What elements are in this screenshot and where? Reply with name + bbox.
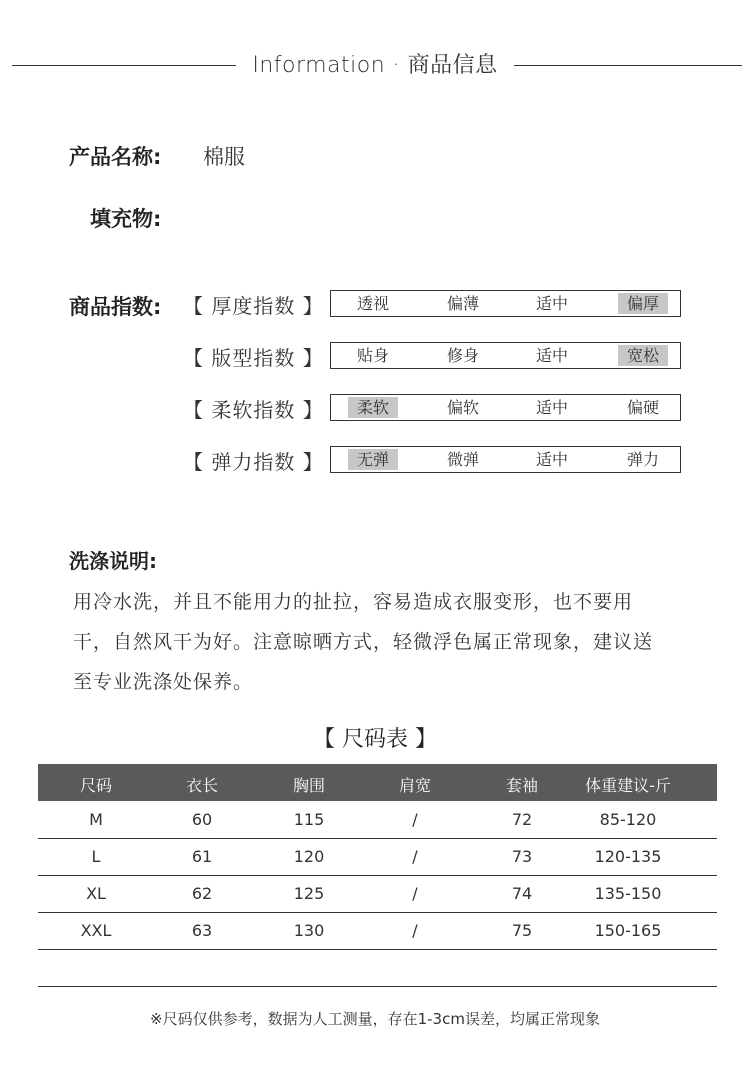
washing-line-2: 干，自然风干为好。注意晾晒方式，轻微浮色属正常现象，建议送 — [73, 631, 654, 653]
index-option: 适中 — [535, 346, 568, 365]
table-cell: 75 — [511, 921, 533, 940]
index-option: 偏薄 — [446, 294, 479, 313]
page-title-text: Information · 商品信息 — [236, 53, 513, 78]
washing-line-1: 用冷水洗，并且不能用力的扯拉，容易造成衣服变形，也不要用 — [73, 591, 634, 613]
index-scale-3 — [330, 446, 681, 473]
table-cell: 150-165 — [594, 921, 662, 940]
index-title-1: 【 版型指数 】 — [183, 346, 324, 370]
table-cell: XL — [86, 884, 106, 903]
table-header-cell: 体重建议-斤 — [585, 776, 671, 795]
table-header-cell: 套袖 — [505, 776, 538, 795]
table-cell: 120-135 — [594, 847, 662, 866]
table-cell: 125 — [293, 884, 325, 903]
washing-label: 洗涤说明: — [69, 549, 157, 573]
index-option: 偏硬 — [626, 398, 659, 417]
table-row-divider — [38, 949, 717, 950]
indices-label: 商品指数: — [69, 295, 162, 319]
table-cell: 85-120 — [599, 810, 657, 829]
table-cell: 72 — [511, 810, 533, 829]
washing-line-3: 至专业洗涤处保养。 — [73, 671, 254, 693]
table-cell: 135-150 — [594, 884, 662, 903]
size-table-header — [38, 764, 717, 801]
index-scale-0 — [330, 290, 681, 317]
table-cell: 60 — [191, 810, 213, 829]
size-note: ※尺码仅供参考，数据为人工测量，存在1-3cm误差，均属正常现象 — [150, 1010, 600, 1028]
table-cell: 115 — [293, 810, 325, 829]
table-row — [38, 912, 717, 949]
table-cell: 130 — [293, 921, 325, 940]
filling-label: 填充物: — [90, 207, 162, 231]
table-cell: 61 — [191, 847, 213, 866]
index-scale-1 — [330, 342, 681, 369]
table-cell: M — [89, 810, 103, 829]
index-option: 透视 — [356, 294, 389, 313]
index-option: 适中 — [535, 294, 568, 313]
index-option: 偏软 — [446, 398, 479, 417]
table-cell: 74 — [511, 884, 533, 903]
table-header-cell: 肩宽 — [398, 776, 431, 795]
table-header-cell: 胸围 — [292, 776, 325, 795]
table-header-cell: 尺码 — [79, 776, 112, 795]
index-option: 弹力 — [626, 450, 659, 469]
table-cell: 120 — [293, 847, 325, 866]
index-option: 适中 — [535, 450, 568, 469]
table-cell: / — [412, 847, 418, 866]
index-title-2: 【 柔软指数 】 — [183, 398, 324, 422]
index-title-3: 【 弹力指数 】 — [183, 450, 324, 474]
table-cell: / — [412, 810, 418, 829]
table-cell: / — [412, 884, 418, 903]
index-option-selected: 无弹 — [348, 449, 398, 470]
product-name-value: 棉服 — [203, 145, 245, 169]
table-cell: 62 — [191, 884, 213, 903]
size-table-title: 【 尺码表 】 — [313, 727, 437, 752]
index-option-selected: 偏厚 — [618, 293, 668, 314]
index-option: 修身 — [446, 346, 479, 365]
table-cell: 73 — [511, 847, 533, 866]
index-option: 适中 — [535, 398, 568, 417]
product-name-label: 产品名称: — [69, 145, 162, 169]
table-row — [38, 801, 717, 838]
index-option: 微弹 — [446, 450, 479, 469]
table-cell: 63 — [191, 921, 213, 940]
index-option-selected: 柔软 — [348, 397, 398, 418]
page-title — [0, 48, 750, 79]
index-scale-2 — [330, 394, 681, 421]
table-row — [38, 838, 717, 875]
table-cell: L — [91, 847, 101, 866]
table-row — [38, 875, 717, 912]
table-header-cell: 衣长 — [185, 776, 218, 795]
table-cell: XXL — [80, 921, 112, 940]
index-option: 贴身 — [356, 346, 389, 365]
index-option-selected: 宽松 — [618, 345, 668, 366]
table-cell: / — [412, 921, 418, 940]
index-title-0: 【 厚度指数 】 — [183, 294, 324, 318]
table-bottom-divider — [38, 986, 717, 987]
